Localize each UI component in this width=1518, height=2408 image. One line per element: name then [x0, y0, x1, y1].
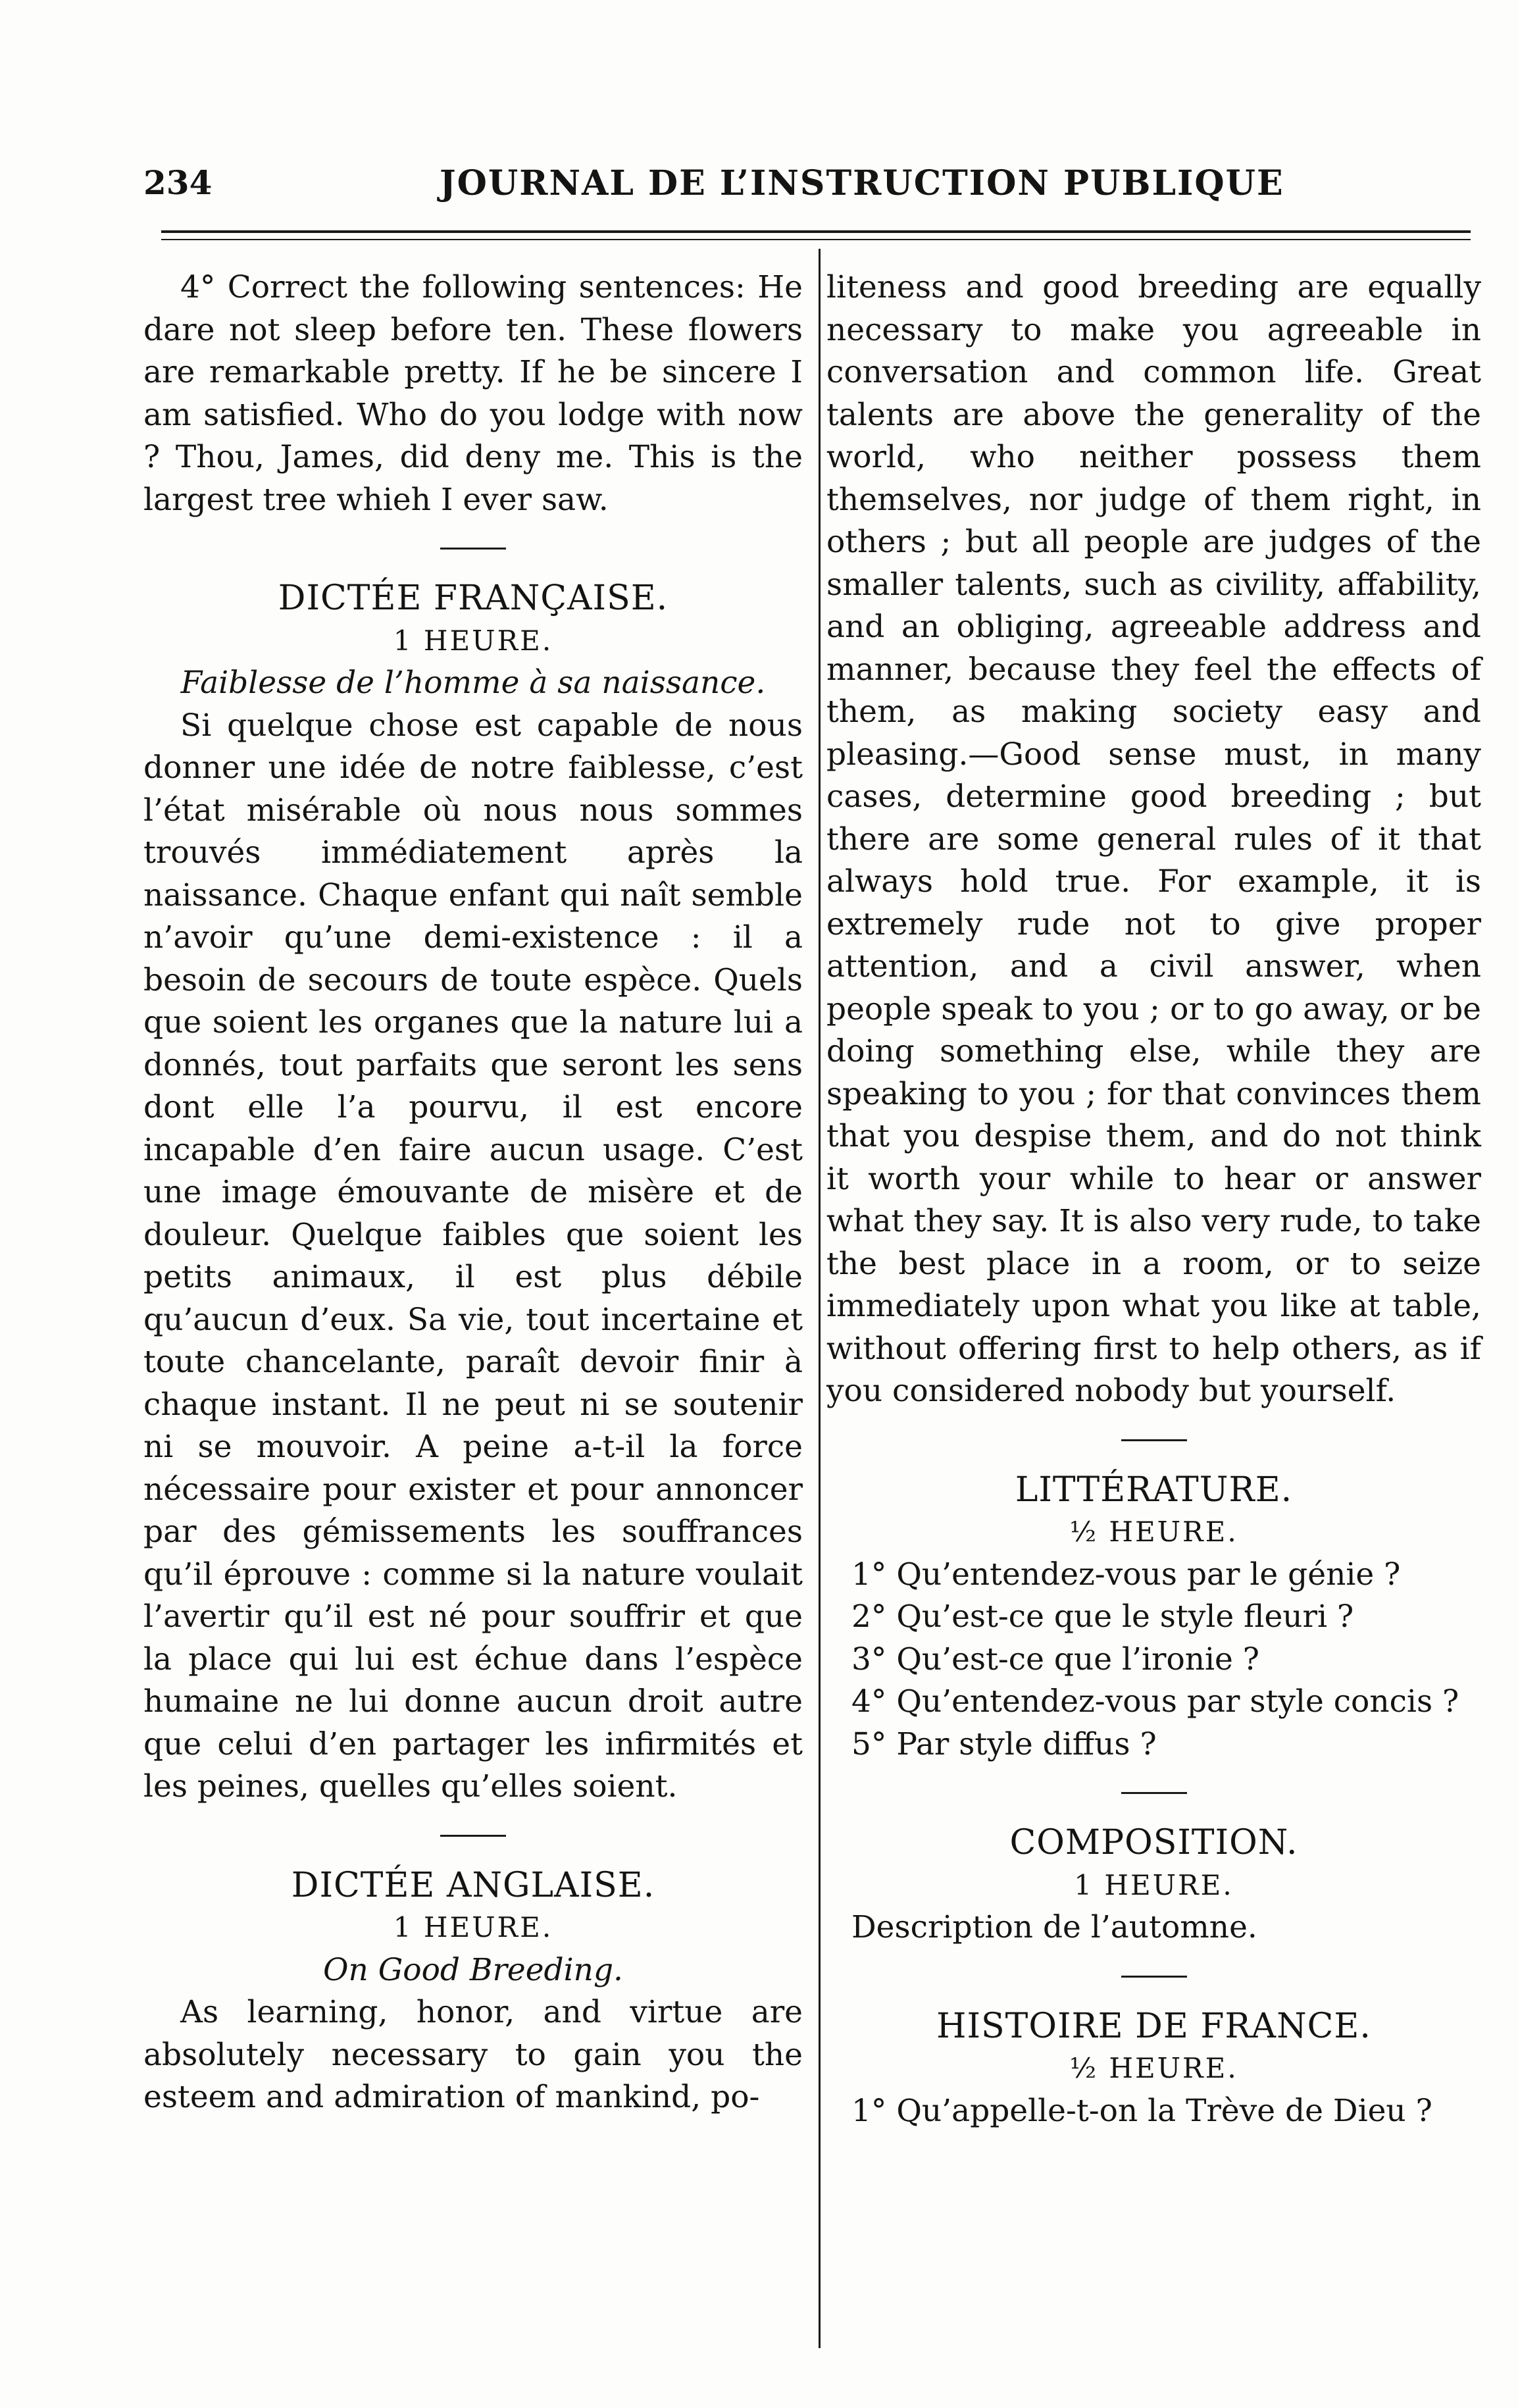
header-rule-thick	[161, 230, 1471, 233]
section-divider	[1121, 1439, 1187, 1441]
running-title: JOURNAL DE L’INSTRUCTION PUBLIQUE	[440, 163, 1284, 203]
composition-title: COMPOSITION.	[1009, 1823, 1298, 1862]
dictee-anglaise-title: DICTÉE ANGLAISE.	[291, 1865, 655, 1905]
question-item: 1° Qu’appelle-t-on la Trève de Dieu ?	[851, 2092, 1432, 2129]
dictee-anglaise-continuation: liteness and good breeding are equally necessary to make you agreeable in conversation and common life. Great talents are above the generality of the world, who neither possess them themselves, nor judge of them right, in others ; but all people are judges of the smaller talents, such as civility, affability, and an obliging, agreeable address and manner, because they feel the effects of them, as making society easy and pleasing.—Good sense must, in many cases, determine good breeding ; but there are some general rules of it that always hold true. For example, it is extremely rude not to give proper attention, and a civil answer, when people speak to you ; or to go away, or be doing something else, while they are speaking to you ; for that convinces them that you despise them, and do not think it worth your while to hear or answer what they say. It is also very rude, to take the best place in a room, or to seize immediately upon what you like at table, without offering first to help others, as if you considered nobody but yourself.	[826, 269, 1481, 1409]
page-header	[143, 163, 1284, 216]
column-divider	[819, 249, 821, 2348]
right-column	[826, 267, 1481, 2132]
composition-body	[826, 1907, 1481, 1949]
dictee-francaise-duration: 1 HEURE.	[393, 624, 553, 657]
left-column	[143, 267, 803, 2119]
dictee-anglaise-duration: 1 HEURE.	[393, 1911, 553, 1943]
header-rule-thin	[161, 239, 1471, 240]
litterature-title: LITTÉRATURE.	[1015, 1470, 1293, 1510]
exercise-paragraph: 4° Correct the following sentences: He dare not sleep before ten. These flowers are remarkable pretty. If he be sincere I am satisfied. Who do you lodge with now ? Thou, James, did deny me. This is the largest tree whieh I ever saw.	[143, 269, 803, 518]
question-item: 3° Qu’est-ce que l’ironie ?	[851, 1641, 1259, 1678]
histoire-duration: ½ HEURE.	[1069, 2052, 1238, 2084]
histoire-questions	[826, 2090, 1481, 2133]
dictee-anglaise-subtitle: On Good Breeding.	[323, 1951, 623, 1988]
question-item: 2° Qu’est-ce que le style fleuri ?	[851, 1599, 1354, 1635]
dictee-francaise-text: Si quelque chose est capable de nous donner une idée de notre faiblesse, c’est l’état misérable où nous nous sommes trouvés immédiatement après la naissance. Chaque enfant qui naît semble n’avoir qu’une demi-existence : il a besoin de secours de toute espèce. Quels que soient les organes que la nature lui a donnés, tout parfaits que seront les sens dont elle l’a pourvu, il est encore incapable d’en faire aucun usage. C’est une image émouvante de misère et de douleur. Quelque faibles que soient les petits animaux, il est plus débile qu’aucun d’eux. Sa vie, tout incertaine et toute chancelante, paraît devoir finir à chaque instant. Il ne peut ni se soutenir ni se mouvoir. A peine a-t-il la force nécessaire pour exister et pour annoncer par des gémissements les souffrances qu’il éprouve : comme si la nature voulait l’avertir qu’il est né pour souffrir et que la place qui lui est échue dans l’espèce humaine ne lui donne aucun droit autre que celui d’en partager les infirmités et les peines, quelles qu’elles soient.	[143, 707, 803, 1805]
page-number: 234	[143, 163, 213, 202]
section-divider	[440, 1835, 506, 1837]
composition-text: Description de l’automne.	[851, 1909, 1257, 1945]
litterature-questions	[826, 1554, 1481, 1766]
dictee-francaise-subtitle: Faiblesse de l’homme à sa naissance.	[180, 665, 766, 701]
dictee-anglaise-text: As learning, honor, and virtue are absolutely necessary to gain you the esteem and admiration of mankind, po-	[143, 1994, 803, 2115]
composition-duration: 1 HEURE.	[1074, 1868, 1234, 1901]
question-item: 4° Qu’entendez-vous par style concis ?	[851, 1683, 1459, 1720]
histoire-title: HISTOIRE DE FRANCE.	[936, 2006, 1371, 2046]
section-divider	[1121, 1792, 1187, 1794]
section-divider	[440, 548, 506, 550]
section-divider	[1121, 1976, 1187, 1978]
question-item: 5° Par style diffus ?	[851, 1726, 1157, 1762]
question-item: 1° Qu’entendez-vous par le génie ?	[851, 1556, 1401, 1593]
litterature-duration: ½ HEURE.	[1069, 1516, 1238, 1548]
dictee-francaise-title: DICTÉE FRANÇAISE.	[278, 578, 669, 618]
